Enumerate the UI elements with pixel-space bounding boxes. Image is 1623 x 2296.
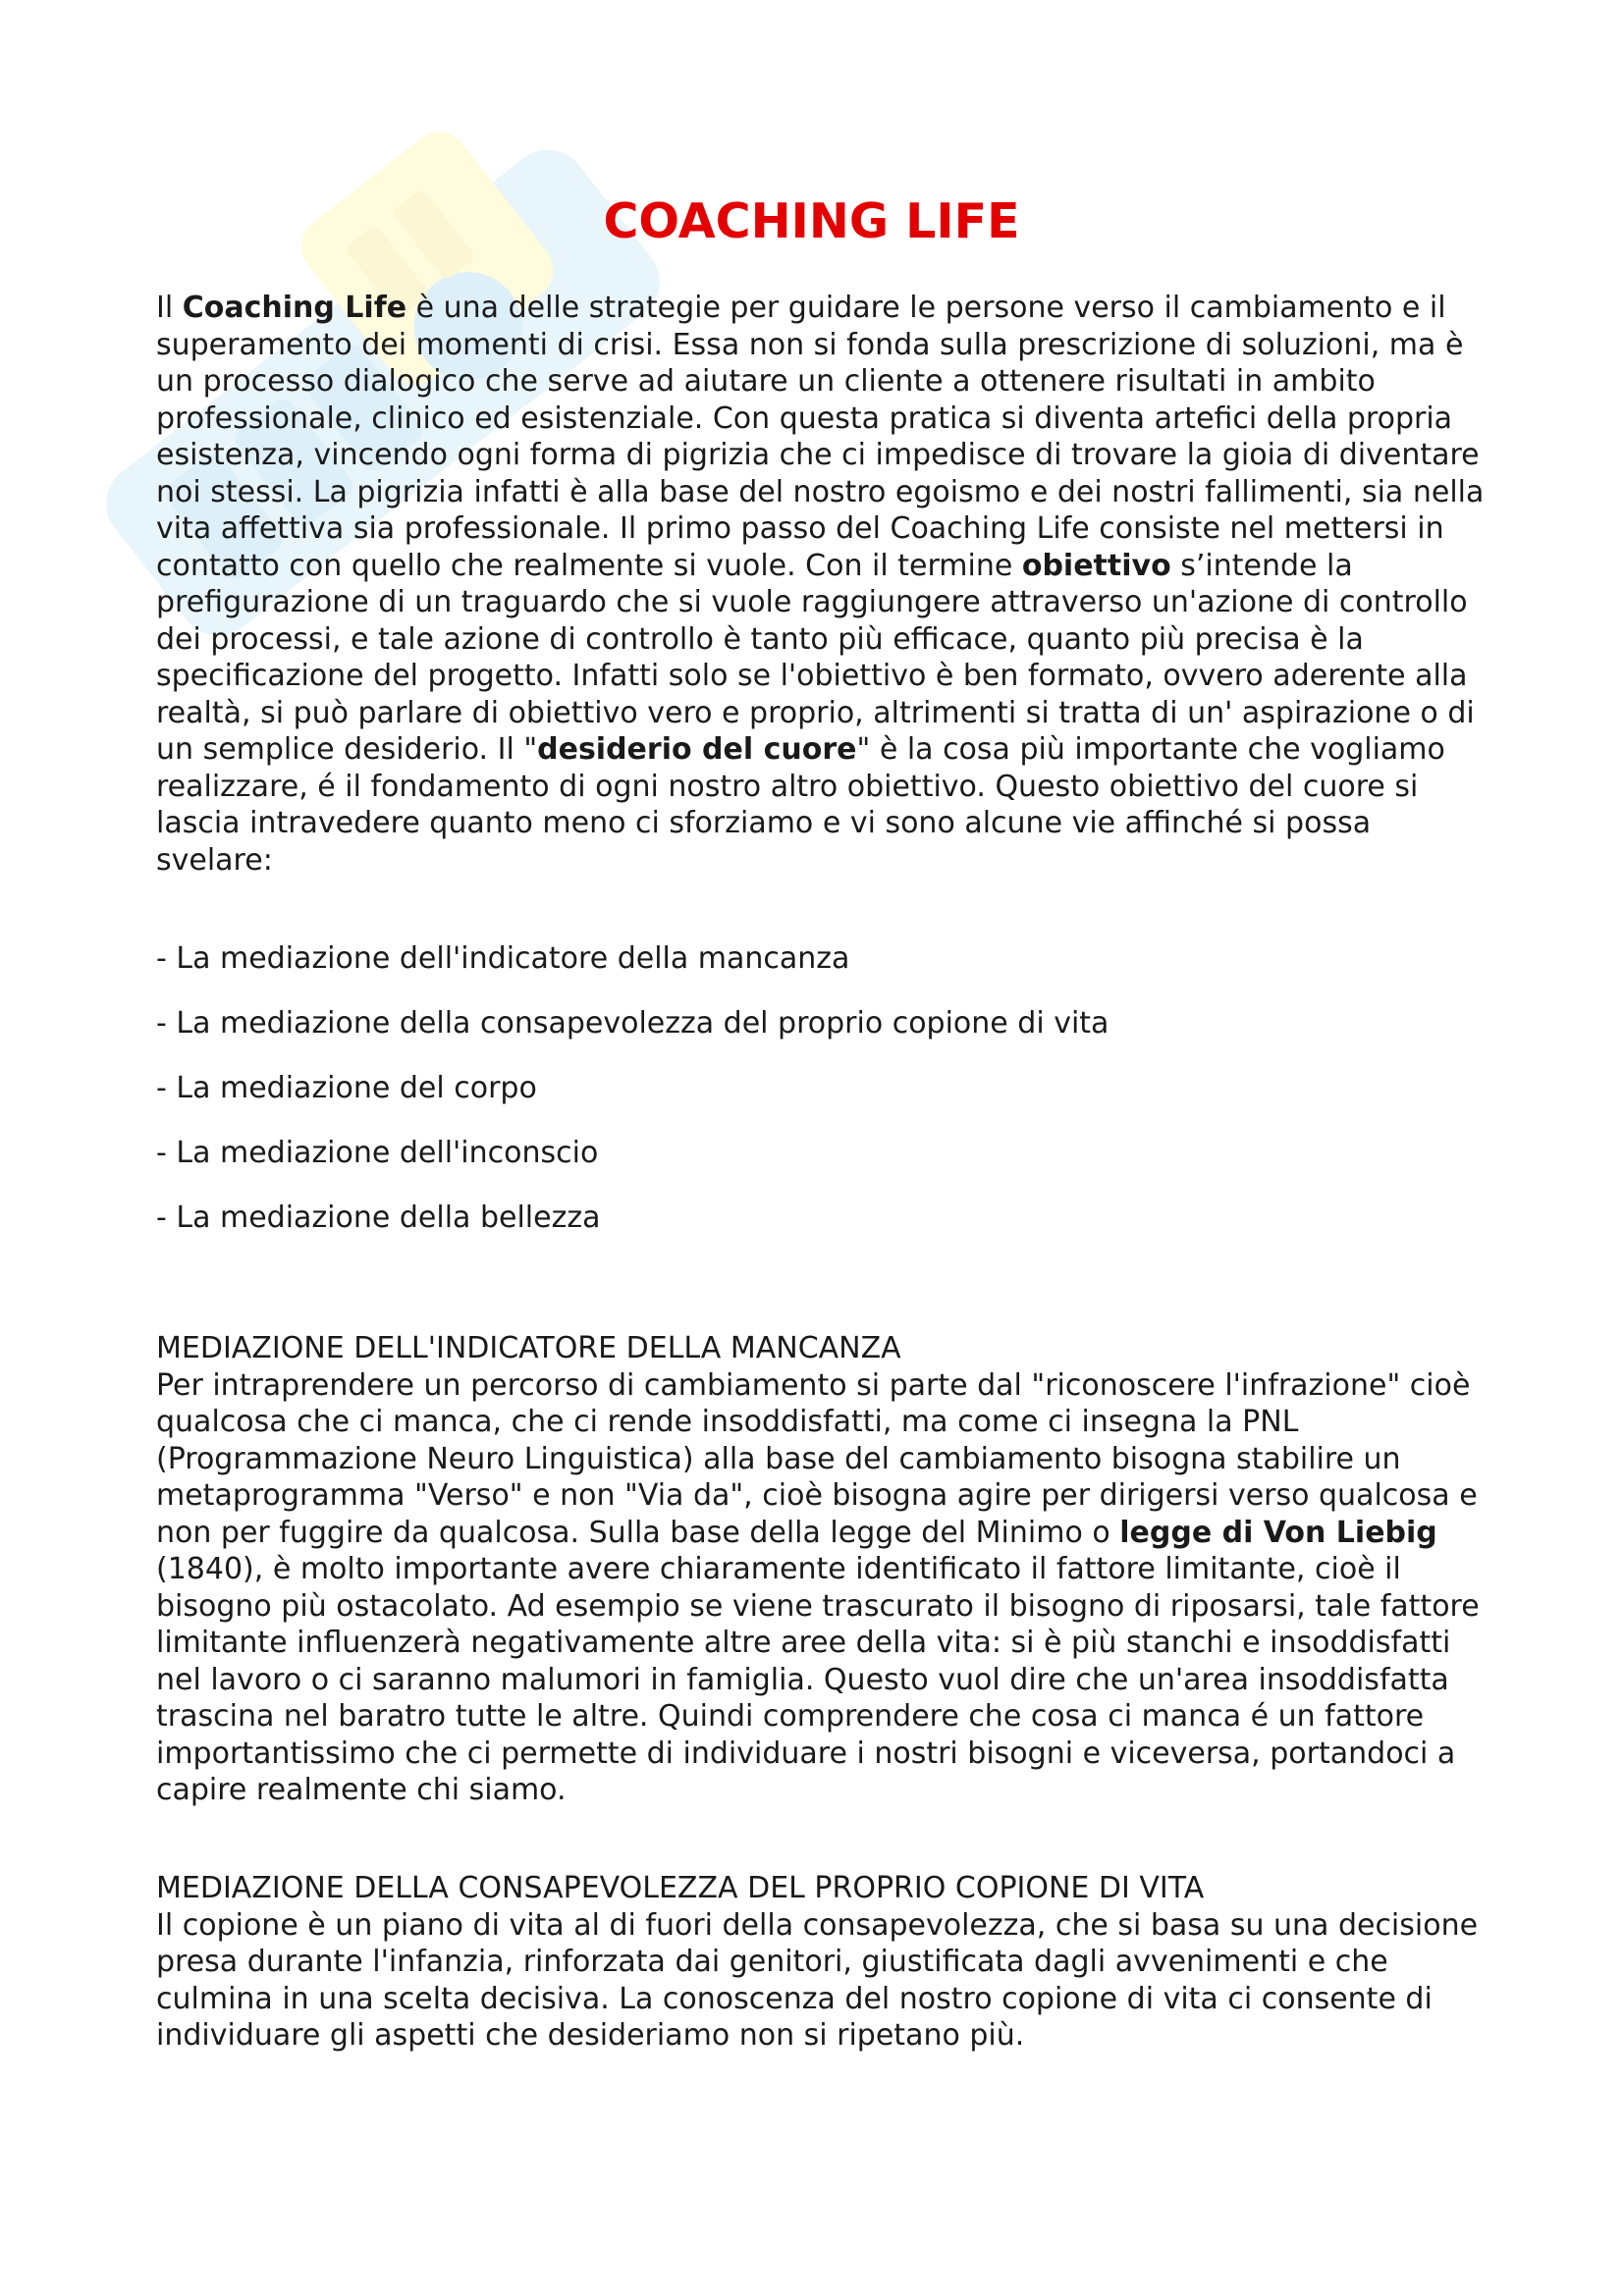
section2-heading: MEDIAZIONE DELLA CONSAPEVOLEZZA DEL PROPRIO COPIONE DI VITA — [156, 1871, 1205, 1905]
intro-text-4: " è la cosa più importante che vogliamo realizzare, é il fondamento di ogni nostro altro obiettivo. Questo obiettivo del cuore si lascia intravedere quanto meno ci sforziamo e vi sono alcune vie affinché si possa svelare: — [156, 732, 1445, 878]
intro-text-1: Il — [156, 291, 183, 325]
intro-paragraph — [156, 290, 1491, 879]
section1-heading: MEDIAZIONE DELL'INDICATORE DELLA MANCANZA — [156, 1331, 901, 1365]
list-item: - La mediazione dell'indicatore della mancanza — [156, 941, 850, 976]
intro-text-2: è una delle strategie per guidare le persone verso il cambiamento e il superamento dei momenti di crisi. Essa non si fonda sulla prescrizione di soluzioni, ma è un processo dialogico che serve ad aiutare un cliente a ottenere risultati in ambito professionale, clinico ed esistenziale. Con questa pratica si diventa artefici della propria esistenza, vincendo ogni forma di pigrizia che ci impedisce di trovare la gioia di diventare noi stessi. La pigrizia infatti è alla base del nostro egoismo e dei nostri fallimenti, sia nella vita affettiva sia professionale. Il primo passo del Coaching Life consiste nel mettersi in contatto con quello che realmente si vuole. Con il termine — [156, 291, 1485, 583]
section-indicatore-mancanza — [156, 1330, 1491, 1809]
list-item: - La mediazione del corpo — [156, 1071, 537, 1105]
page-title: COACHING LIFE — [603, 193, 1020, 249]
list-item: - La mediazione dell'inconscio — [156, 1136, 599, 1170]
intro-bold-obiettivo: obiettivo — [1021, 548, 1171, 583]
intro-bold-desiderio: desiderio del cuore — [537, 732, 857, 767]
intro-text-3: s’intende la prefigurazione di un traguardo che si vuole raggiungere attraverso un'azione di controllo dei processi, e tale azione di controllo è tanto più efficace, quanto più precisa è la specificazione del progetto. Infatti solo se l'obiettivo è ben formato, ovvero aderente alla realtà, si può parlare di obiettivo vero e proprio, altrimenti si tratta di un' aspirazione o di un semplice desiderio. Il " — [156, 548, 1475, 767]
list-item: - La mediazione della bellezza — [156, 1201, 601, 1235]
list-item: - La mediazione della consapevolezza del proprio copione di vita — [156, 1006, 1109, 1041]
section1-text-2: (1840), è molto importante avere chiaramente identificato il fattore limitante, cioè il bisogno più ostacolato. Ad esempio se viene trascurato il bisogno di riposarsi, tale fattore limitante influenzerà negativamente altre aree della vita: si è più stanchi e insoddisfatti nel lavoro o ci saranno malumori in famiglia. Questo vuol dire che un'area insoddisfatta trascina nel baratro tutte le altre. Quindi comprendere che cosa ci manca é un fattore importantissimo che ci permette di individuare i nostri bisogni e viceversa, portandoci a capire realmente chi siamo. — [156, 1552, 1480, 1807]
section1-bold-von-liebig: legge di Von Liebig — [1119, 1515, 1437, 1550]
section2-text-1: Il copione è un piano di vita al di fuori della consapevolezza, che si basa su una decisione presa durante l'infanzia, rinforzata dai genitori, giustificata dagli avvenimenti e che culmina in una scelta decisiva. La conoscenza del nostro copione di vita ci consente di individuare gli aspetti che desideriamo non si ripetano più. — [156, 1907, 1479, 2053]
section1-text-1: Per intraprendere un percorso di cambiamento si parte dal "riconoscere l'infrazione" cioè qualcosa che ci manca, che ci rende insoddisfatti, ma come ci insegna la PNL (Programmazione Neuro Linguistica) alla base del cambiamento bisogna stabilire un metaprogramma "Verso" e non "Via da", cioè bisogna agire per dirigersi verso qualcosa e non per fuggire da qualcosa. Sulla base della legge del Minimo o — [156, 1367, 1478, 1550]
intro-bold-coaching-life: Coaching Life — [182, 291, 407, 325]
section-copione-di-vita — [156, 1870, 1491, 2055]
